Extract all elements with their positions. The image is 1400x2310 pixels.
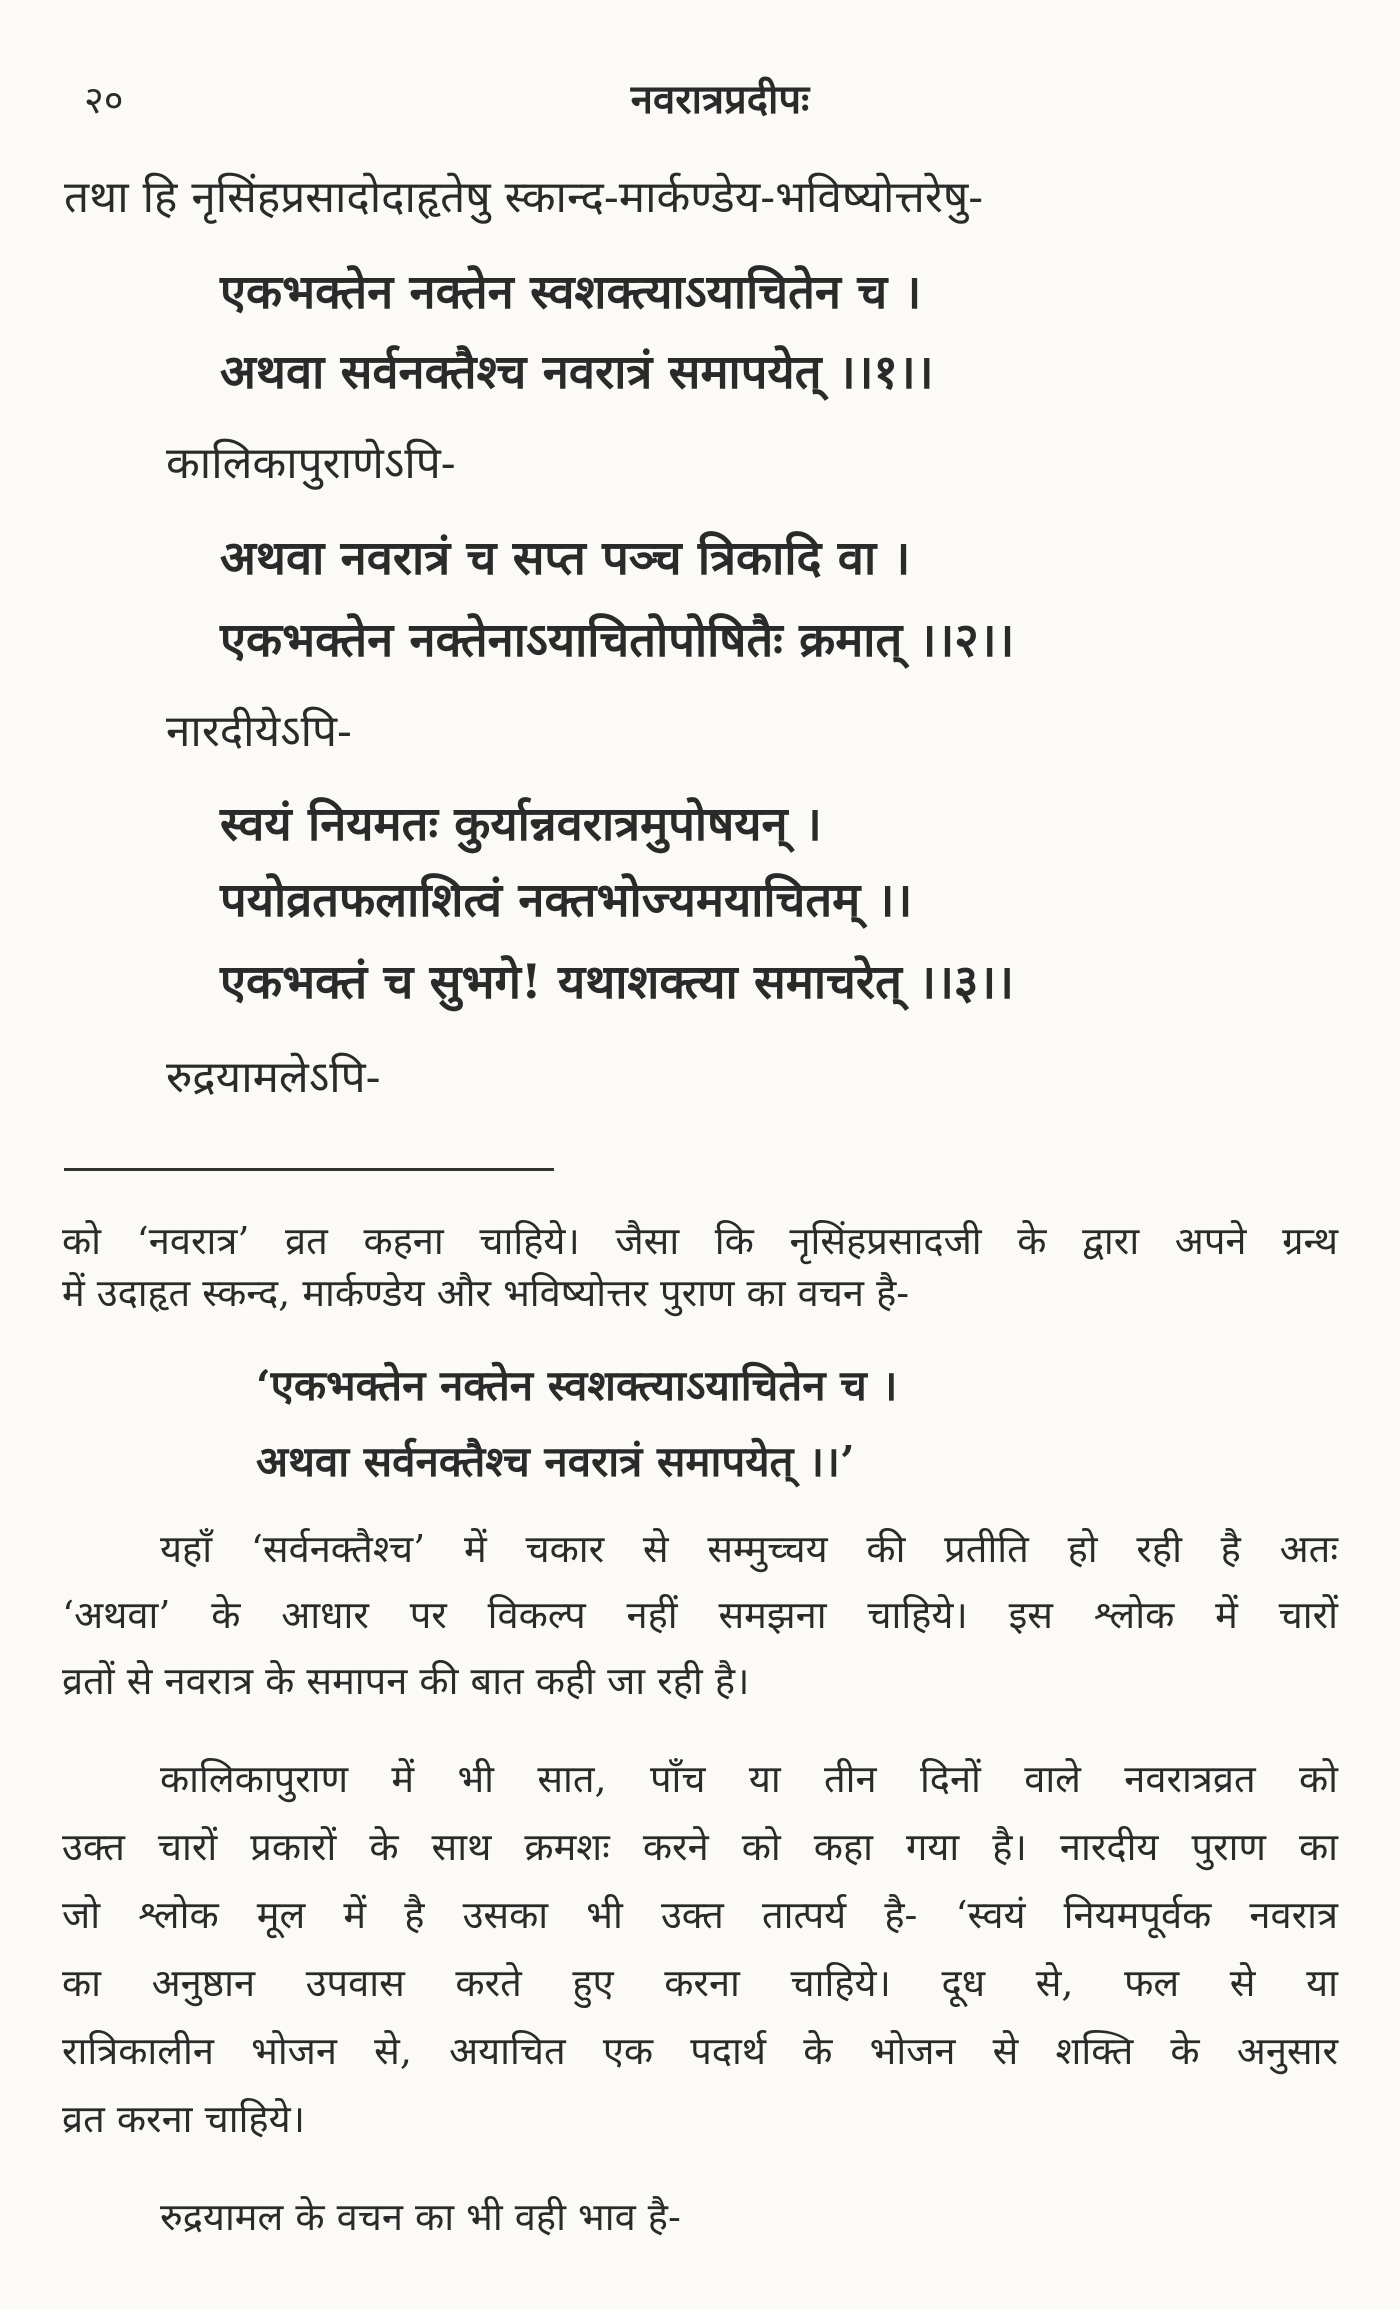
verse-2-line-1: अथवा नवरात्रं च सप्त पञ्च त्रिकादि वा । <box>220 531 911 586</box>
footnote-p3-line-6: व्रत करना चाहिये। <box>62 2097 306 2141</box>
footnote-quote-line-2: अथवा सर्वनक्तैश्च नवरात्रं समापयेत् ।।’ <box>256 1437 855 1486</box>
verse-3-line-3: एकभक्तं च सुभगे! यथाशक्त्या समाचरेत् ।।३।। <box>220 955 1014 1010</box>
footnote-p3-line-1: कालिकापुराण में भी सात, पाँच या तीन दिनों वाले नवरात्रव्रत को <box>160 1757 1338 1801</box>
footnote-p3-line-2: उक्त चारों प्रकारों के साथ क्रमशः करने को कहा गया है। नारदीय पुराण का <box>62 1825 1338 1869</box>
source-naradiya: नारदीयेऽपि- <box>166 706 352 757</box>
verse-1-line-1: एकभक्तेन नक्तेन स्वशक्त्याऽयाचितेन च । <box>220 265 922 320</box>
source-kalika-purana: कालिकापुराणेऽपि- <box>166 438 456 489</box>
running-title: नवरात्रप्रदीपः <box>630 76 810 123</box>
verse-3-line-2: पयोव्रतफलाशित्वं नक्तभोज्यमयाचितम् ।। <box>220 873 913 928</box>
footnote-p2-line-1: यहाँ ‘सर्वनक्तैश्च’ में चकार से सम्मुच्चय की प्रतीति हो रही है अतः <box>160 1527 1338 1571</box>
footnote-p3-line-4: का अनुष्ठान उपवास करते हुए करना चाहिये। दूध से, फल से या <box>62 1961 1338 2005</box>
verse-3-line-1: स्वयं नियमतः कुर्यान्नवरात्रमुपोषयन् । <box>220 797 822 852</box>
footnote-p1-line-2: में उदाहृत स्कन्द, मार्कण्डेय और भविष्योत्तर पुराण का वचन है- <box>62 1271 910 1315</box>
footnote-p1-line-1: को ‘नवरात्र’ व्रत कहना चाहिये। जैसा कि नृसिंहप्रसादजी के द्वारा अपने ग्रन्थ <box>62 1219 1338 1263</box>
footnote-p3-line-3: जो श्लोक मूल में है उसका भी उक्त तात्पर्य है- ‘स्वयं नियमपूर्वक नवरात्र <box>62 1893 1338 1937</box>
footnote-p4: रुद्रयामल के वचन का भी वही भाव है- <box>160 2195 681 2239</box>
verse-2-line-2: एकभक्तेन नक्तेनाऽयाचितोपोषितैः क्रमात् ।।२।। <box>220 613 1015 668</box>
verse-1-line-2: अथवा सर्वनक्तैश्च नवरात्रं समापयेत् ।।१।। <box>220 345 934 400</box>
footnote-p2-line-2: ‘अथवा’ के आधार पर विकल्प नहीं समझना चाहिये। इस श्लोक में चारों <box>62 1593 1338 1637</box>
footnote-rule <box>64 1168 554 1171</box>
footnote-quote-line-1: ‘एकभक्तेन नक्तेन स्वशक्त्याऽयाचितेन च । <box>256 1361 898 1410</box>
footnote-p2-line-3: व्रतों से नवरात्र के समापन की बात कही जा रही है। <box>62 1659 750 1703</box>
page-number: २० <box>84 78 124 122</box>
intro-line: तथा हि नृसिंहप्रसादोदाहृतेषु स्कान्द-मार्कण्डेय-भविष्योत्तरेषु- <box>64 172 984 223</box>
footnote-p3-line-5: रात्रिकालीन भोजन से, अयाचित एक पदार्थ के भोजन से शक्ति के अनुसार <box>62 2029 1338 2073</box>
source-rudrayamala: रुद्रयामलेऽपि- <box>166 1052 381 1103</box>
